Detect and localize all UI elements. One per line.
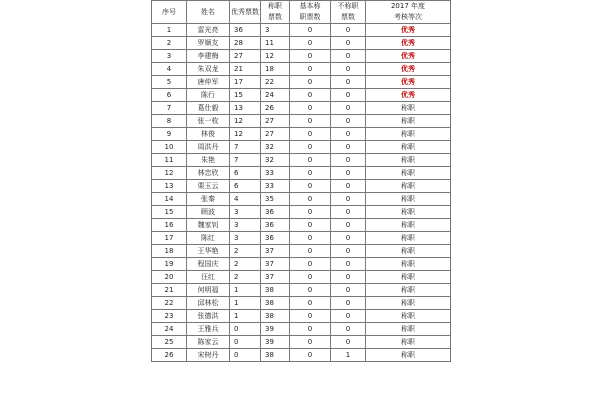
table-row: [152, 180, 451, 193]
cell-excellent-votes: 12: [230, 128, 261, 141]
cell-competent-votes: 38: [261, 297, 290, 310]
cell-basic-votes: 0: [290, 206, 331, 219]
cell-grade: 称职: [366, 219, 451, 232]
header-competent-line2: 票数: [268, 13, 282, 21]
cell-name: 邱林松: [187, 297, 230, 310]
table-row: [152, 193, 451, 206]
cell-name: 王华艳: [187, 245, 230, 258]
cell-excellent-votes: 17: [230, 76, 261, 89]
cell-grade: 优秀: [366, 76, 451, 89]
cell-grade: 称职: [366, 284, 451, 297]
cell-excellent-votes: 7: [230, 141, 261, 154]
cell-excellent-votes: 1: [230, 284, 261, 297]
table-row: [152, 154, 451, 167]
cell-excellent-votes: 6: [230, 167, 261, 180]
cell-excellent-votes: 2: [230, 245, 261, 258]
cell-grade: 称职: [366, 310, 451, 323]
cell-basic-votes: 0: [290, 154, 331, 167]
cell-incompetent-votes: 0: [331, 89, 366, 102]
cell-grade: 称职: [366, 323, 451, 336]
cell-name: 唐仲军: [187, 76, 230, 89]
header-excellent-votes: 优秀票数: [230, 1, 261, 24]
cell-basic-votes: 0: [290, 258, 331, 271]
cell-basic-votes: 0: [290, 271, 331, 284]
cell-competent-votes: 38: [261, 349, 290, 362]
header-basic-line2: 职票数: [299, 13, 321, 21]
header-basic-line1: 基本称: [299, 2, 321, 10]
header-name: 姓名: [187, 1, 230, 24]
cell-excellent-votes: 2: [230, 271, 261, 284]
table-row: [152, 50, 451, 63]
header-seq: 序号: [152, 1, 187, 24]
cell-incompetent-votes: 0: [331, 310, 366, 323]
cell-competent-votes: 37: [261, 258, 290, 271]
header-grade: [366, 1, 451, 24]
table-body: [152, 1, 451, 362]
cell-seq: 3: [152, 50, 187, 63]
cell-basic-votes: 0: [290, 336, 331, 349]
cell-competent-votes: 32: [261, 154, 290, 167]
cell-excellent-votes: 0: [230, 323, 261, 336]
table-row: [152, 128, 451, 141]
cell-seq: 4: [152, 63, 187, 76]
cell-name: 何明福: [187, 284, 230, 297]
table-row: [152, 271, 451, 284]
cell-incompetent-votes: 0: [331, 336, 366, 349]
header-basic-votes: [290, 1, 331, 24]
table-row: [152, 336, 451, 349]
cell-grade: 优秀: [366, 63, 451, 76]
table-row: [152, 24, 451, 37]
cell-basic-votes: 0: [290, 193, 331, 206]
cell-seq: 16: [152, 219, 187, 232]
cell-seq: 15: [152, 206, 187, 219]
table-row: [152, 219, 451, 232]
cell-incompetent-votes: 0: [331, 115, 366, 128]
cell-name: 陈家云: [187, 336, 230, 349]
cell-incompetent-votes: 0: [331, 193, 366, 206]
cell-competent-votes: 38: [261, 310, 290, 323]
cell-seq: 9: [152, 128, 187, 141]
cell-grade: 称职: [366, 206, 451, 219]
cell-basic-votes: 0: [290, 37, 331, 50]
header-incompetent-line2: 票数: [341, 13, 355, 21]
cell-grade: 称职: [366, 167, 451, 180]
table-row: [152, 167, 451, 180]
cell-excellent-votes: 21: [230, 63, 261, 76]
cell-basic-votes: 0: [290, 245, 331, 258]
cell-basic-votes: 0: [290, 180, 331, 193]
cell-competent-votes: 27: [261, 128, 290, 141]
cell-competent-votes: 24: [261, 89, 290, 102]
cell-grade: 优秀: [366, 50, 451, 63]
cell-name: 顾波: [187, 206, 230, 219]
table-row: [152, 63, 451, 76]
cell-competent-votes: 33: [261, 167, 290, 180]
cell-name: 葛仕毅: [187, 102, 230, 115]
cell-excellent-votes: 4: [230, 193, 261, 206]
cell-competent-votes: 33: [261, 180, 290, 193]
cell-seq: 2: [152, 37, 187, 50]
cell-excellent-votes: 0: [230, 349, 261, 362]
cell-basic-votes: 0: [290, 297, 331, 310]
cell-seq: 17: [152, 232, 187, 245]
cell-name: 林忠欣: [187, 167, 230, 180]
cell-incompetent-votes: 0: [331, 323, 366, 336]
cell-basic-votes: 0: [290, 167, 331, 180]
cell-basic-votes: 0: [290, 24, 331, 37]
table-row: [152, 284, 451, 297]
header-incompetent-line1: 不称职: [337, 2, 359, 10]
cell-name: 张一枚: [187, 115, 230, 128]
cell-basic-votes: 0: [290, 141, 331, 154]
cell-incompetent-votes: 0: [331, 141, 366, 154]
cell-incompetent-votes: 0: [331, 167, 366, 180]
cell-basic-votes: 0: [290, 349, 331, 362]
cell-incompetent-votes: 1: [331, 349, 366, 362]
cell-grade: 称职: [366, 232, 451, 245]
cell-grade: 称职: [366, 193, 451, 206]
cell-name: 王雅兵: [187, 323, 230, 336]
table-row: [152, 206, 451, 219]
cell-name: 陈行: [187, 89, 230, 102]
cell-excellent-votes: 6: [230, 180, 261, 193]
cell-basic-votes: 0: [290, 219, 331, 232]
table-row: [152, 245, 451, 258]
cell-seq: 24: [152, 323, 187, 336]
cell-name: 魏家钊: [187, 219, 230, 232]
table-row: [152, 297, 451, 310]
table-row: [152, 349, 451, 362]
cell-excellent-votes: 7: [230, 154, 261, 167]
cell-competent-votes: 26: [261, 102, 290, 115]
assessment-sheet: [151, 0, 451, 362]
cell-grade: 称职: [366, 180, 451, 193]
cell-grade: 优秀: [366, 37, 451, 50]
cell-basic-votes: 0: [290, 284, 331, 297]
cell-excellent-votes: 12: [230, 115, 261, 128]
cell-seq: 20: [152, 271, 187, 284]
cell-basic-votes: 0: [290, 310, 331, 323]
cell-name: 栗玉云: [187, 180, 230, 193]
cell-competent-votes: 18: [261, 63, 290, 76]
cell-name: 周洪丹: [187, 141, 230, 154]
cell-basic-votes: 0: [290, 128, 331, 141]
cell-competent-votes: 11: [261, 37, 290, 50]
cell-excellent-votes: 1: [230, 297, 261, 310]
cell-basic-votes: 0: [290, 323, 331, 336]
cell-grade: 称职: [366, 141, 451, 154]
table-row: [152, 115, 451, 128]
cell-excellent-votes: 0: [230, 336, 261, 349]
cell-excellent-votes: 2: [230, 258, 261, 271]
header-row: [152, 1, 451, 24]
cell-excellent-votes: 3: [230, 206, 261, 219]
cell-competent-votes: 39: [261, 323, 290, 336]
cell-seq: 26: [152, 349, 187, 362]
cell-seq: 1: [152, 24, 187, 37]
cell-incompetent-votes: 0: [331, 37, 366, 50]
cell-incompetent-votes: 0: [331, 284, 366, 297]
cell-competent-votes: 22: [261, 76, 290, 89]
table-row: [152, 232, 451, 245]
cell-grade: 优秀: [366, 24, 451, 37]
cell-excellent-votes: 15: [230, 89, 261, 102]
cell-grade: 称职: [366, 154, 451, 167]
cell-seq: 11: [152, 154, 187, 167]
header-grade-line2: 考核等次: [394, 13, 422, 21]
cell-incompetent-votes: 0: [331, 258, 366, 271]
cell-incompetent-votes: 0: [331, 24, 366, 37]
cell-competent-votes: 37: [261, 271, 290, 284]
cell-basic-votes: 0: [290, 76, 331, 89]
cell-basic-votes: 0: [290, 50, 331, 63]
table-row: [152, 141, 451, 154]
cell-seq: 21: [152, 284, 187, 297]
cell-incompetent-votes: 0: [331, 50, 366, 63]
cell-competent-votes: 36: [261, 206, 290, 219]
cell-seq: 8: [152, 115, 187, 128]
cell-competent-votes: 36: [261, 232, 290, 245]
table-row: [152, 323, 451, 336]
cell-competent-votes: 35: [261, 193, 290, 206]
header-grade-line1: 2017 年度: [390, 2, 426, 10]
cell-name: 雷光亮: [187, 24, 230, 37]
cell-seq: 12: [152, 167, 187, 180]
table-row: [152, 89, 451, 102]
cell-name: 李建梅: [187, 50, 230, 63]
cell-competent-votes: 3: [261, 24, 290, 37]
cell-incompetent-votes: 0: [331, 271, 366, 284]
cell-basic-votes: 0: [290, 232, 331, 245]
cell-name: 汪红: [187, 271, 230, 284]
cell-competent-votes: 38: [261, 284, 290, 297]
cell-incompetent-votes: 0: [331, 206, 366, 219]
cell-excellent-votes: 13: [230, 102, 261, 115]
cell-basic-votes: 0: [290, 102, 331, 115]
cell-basic-votes: 0: [290, 115, 331, 128]
cell-incompetent-votes: 0: [331, 180, 366, 193]
table-row: [152, 37, 451, 50]
cell-grade: 称职: [366, 271, 451, 284]
cell-seq: 6: [152, 89, 187, 102]
cell-grade: 称职: [366, 245, 451, 258]
cell-seq: 14: [152, 193, 187, 206]
cell-excellent-votes: 3: [230, 219, 261, 232]
table-row: [152, 258, 451, 271]
table-row: [152, 310, 451, 323]
cell-excellent-votes: 36: [230, 24, 261, 37]
cell-seq: 25: [152, 336, 187, 349]
cell-incompetent-votes: 0: [331, 297, 366, 310]
cell-name: 朱艳: [187, 154, 230, 167]
cell-basic-votes: 0: [290, 89, 331, 102]
cell-basic-votes: 0: [290, 63, 331, 76]
cell-grade: 称职: [366, 258, 451, 271]
cell-name: 罗顺友: [187, 37, 230, 50]
cell-name: 林俊: [187, 128, 230, 141]
cell-excellent-votes: 28: [230, 37, 261, 50]
header-competent-line1: 称职: [268, 2, 282, 10]
cell-grade: 称职: [366, 297, 451, 310]
cell-name: 张秦: [187, 193, 230, 206]
cell-seq: 13: [152, 180, 187, 193]
cell-incompetent-votes: 0: [331, 245, 366, 258]
cell-incompetent-votes: 0: [331, 102, 366, 115]
cell-competent-votes: 32: [261, 141, 290, 154]
cell-grade: 称职: [366, 128, 451, 141]
table-row: [152, 102, 451, 115]
cell-grade: 称职: [366, 115, 451, 128]
cell-incompetent-votes: 0: [331, 154, 366, 167]
cell-excellent-votes: 3: [230, 232, 261, 245]
cell-excellent-votes: 1: [230, 310, 261, 323]
cell-seq: 7: [152, 102, 187, 115]
cell-incompetent-votes: 0: [331, 219, 366, 232]
header-competent-votes: [261, 1, 290, 24]
cell-seq: 18: [152, 245, 187, 258]
cell-excellent-votes: 27: [230, 50, 261, 63]
cell-competent-votes: 12: [261, 50, 290, 63]
cell-name: 陈红: [187, 232, 230, 245]
header-incompetent-votes: [331, 1, 366, 24]
cell-seq: 10: [152, 141, 187, 154]
cell-competent-votes: 39: [261, 336, 290, 349]
table-row: [152, 76, 451, 89]
cell-competent-votes: 27: [261, 115, 290, 128]
cell-name: 张德洪: [187, 310, 230, 323]
cell-grade: 称职: [366, 349, 451, 362]
cell-seq: 19: [152, 258, 187, 271]
cell-name: 程国庆: [187, 258, 230, 271]
assessment-table: [151, 0, 451, 362]
cell-competent-votes: 36: [261, 219, 290, 232]
cell-grade: 优秀: [366, 89, 451, 102]
cell-grade: 称职: [366, 336, 451, 349]
cell-name: 朱双龙: [187, 63, 230, 76]
cell-incompetent-votes: 0: [331, 63, 366, 76]
cell-seq: 22: [152, 297, 187, 310]
cell-incompetent-votes: 0: [331, 232, 366, 245]
cell-incompetent-votes: 0: [331, 76, 366, 89]
cell-competent-votes: 37: [261, 245, 290, 258]
cell-grade: 称职: [366, 102, 451, 115]
cell-name: 宋树丹: [187, 349, 230, 362]
cell-seq: 23: [152, 310, 187, 323]
cell-incompetent-votes: 0: [331, 128, 366, 141]
cell-seq: 5: [152, 76, 187, 89]
